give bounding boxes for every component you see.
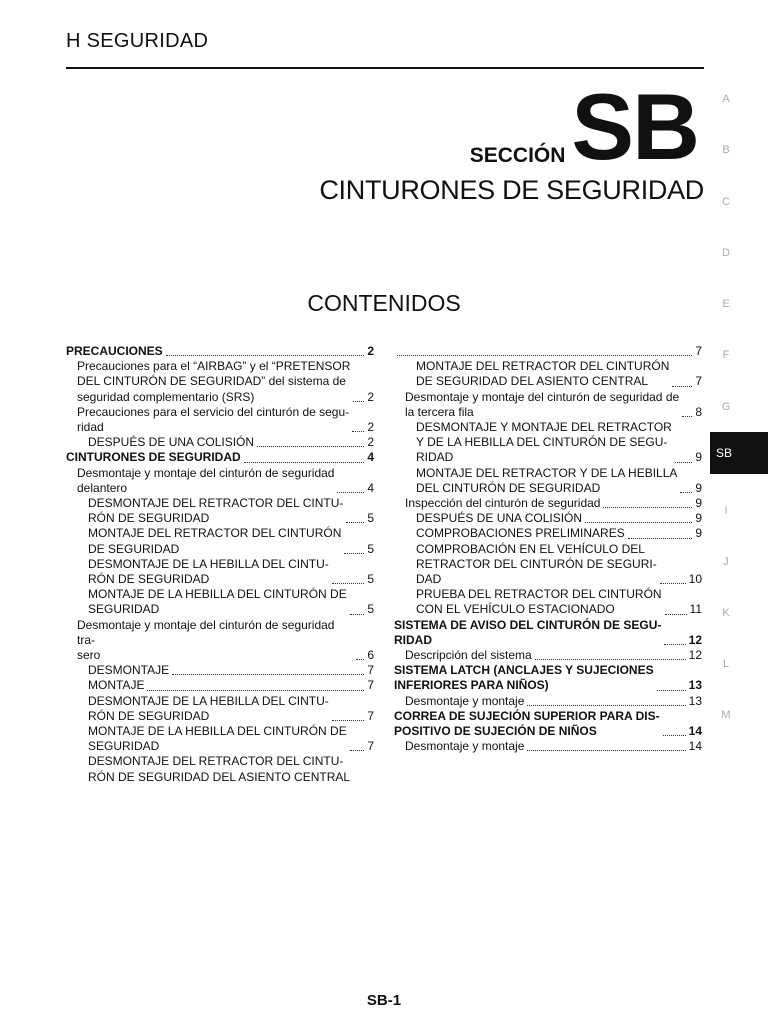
toc-leader-dots: [350, 614, 365, 615]
toc-leader-dots: [603, 507, 692, 508]
toc-leader-dots: [350, 750, 365, 751]
toc-entry-page: 7: [367, 739, 374, 754]
toc-entry-text: MONTAJE DE LA HEBILLA DEL CINTURÓN DE SEGURIDAD: [88, 587, 347, 617]
toc-entry[interactable]: [394, 694, 702, 709]
page-header: H SEGURIDAD: [66, 30, 209, 52]
toc-entry-text: DESMONTAJE DEL RETRACTOR DEL CINTU- RÓN DE SEGURIDAD: [88, 496, 344, 526]
toc-entry-page: 13: [688, 693, 702, 708]
toc-leader-dots: [332, 720, 365, 721]
toc-entry-text: Desmontaje y montaje del cinturón de seguridad tra- sero: [77, 617, 335, 663]
toc-entry[interactable]: [394, 663, 702, 693]
toc-leader-dots: [663, 735, 686, 736]
toc-entry-text: Desmontaje y montaje: [405, 739, 525, 754]
toc-entry-text: CORREA DE SUJECIÓN SUPERIOR PARA DIS- POSITIVO DE SUJECIÓN DE NIÑOS: [394, 708, 660, 739]
toc-leader-dots: [628, 538, 693, 539]
toc-entry[interactable]: [66, 754, 374, 784]
toc-entry-text: Desmontaje y montaje: [405, 693, 525, 708]
toc-entry-page: 7: [367, 678, 374, 693]
toc-entry-page: 2: [367, 420, 374, 435]
toc-leader-dots: [680, 492, 692, 493]
toc-entry[interactable]: [66, 405, 374, 435]
toc-entry[interactable]: [394, 390, 702, 420]
header-rule: [66, 67, 704, 69]
toc-entry[interactable]: [394, 618, 702, 648]
toc-entry[interactable]: [394, 526, 702, 541]
section-code: SB: [571, 74, 698, 179]
side-index-letter[interactable]: J: [723, 556, 729, 568]
toc-leader-dots: [166, 355, 365, 356]
toc-entry[interactable]: [394, 542, 702, 588]
toc-entry-text: MONTAJE DEL RETRACTOR DEL CINTURÓN DE SEGURIDAD DEL ASIENTO CENTRAL: [416, 359, 670, 389]
side-index-letter[interactable]: B: [722, 144, 730, 156]
toc-entry[interactable]: [394, 709, 702, 739]
section-word: SECCIÓN: [469, 144, 566, 167]
toc-entry-text: DESMONTAJE: [88, 663, 170, 678]
toc-leader-dots: [352, 431, 364, 432]
toc-entry[interactable]: [394, 648, 702, 663]
toc-leader-dots: [257, 446, 364, 447]
toc-entry-page: 7: [367, 708, 374, 723]
side-index-letter[interactable]: D: [722, 247, 730, 259]
toc-entry[interactable]: [66, 344, 374, 359]
page-number: SB-1: [366, 992, 402, 1009]
toc-entry-text: COMPROBACIONES PRELIMINARES: [416, 526, 625, 541]
toc-entry[interactable]: [394, 420, 702, 466]
toc-entry[interactable]: [66, 663, 374, 678]
toc-entry-page: 4: [367, 450, 374, 465]
toc-entry-text: DESMONTAJE DEL RETRACTOR DEL CINTU- RÓN DE SEGURIDAD DEL ASIENTO CENTRAL: [88, 754, 351, 784]
toc-entry[interactable]: [66, 587, 374, 617]
toc-entry-text: CINTURONES DE SEGURIDAD: [66, 450, 241, 465]
toc-leader-dots: [344, 553, 364, 554]
toc-leader-dots: [682, 416, 692, 417]
toc-entry-page: 7: [695, 344, 702, 358]
side-index-letter[interactable]: G: [721, 401, 731, 413]
toc-entry-page: 14: [688, 739, 702, 754]
side-index-letter[interactable]: F: [722, 349, 730, 361]
toc-entry-page: 7: [367, 663, 374, 678]
toc-entry-text: MONTAJE DEL RETRACTOR Y DE LA HEBILLA DEL CINTURÓN DE SEGURIDAD: [416, 465, 678, 495]
side-index-letter[interactable]: A: [722, 93, 730, 105]
toc-entry-text: DESMONTAJE DE LA HEBILLA DEL CINTU- RÓN DE SEGURIDAD: [88, 556, 329, 587]
toc-entry-page: 4: [367, 480, 374, 495]
toc-entry-page: 11: [689, 602, 702, 617]
toc-entry[interactable]: [66, 359, 374, 405]
toc-entry-text: MONTAJE DEL RETRACTOR DEL CINTURÓN DE SEGURIDAD: [88, 526, 342, 556]
side-index-letter[interactable]: I: [724, 505, 728, 517]
side-index-letter[interactable]: K: [722, 607, 730, 619]
toc-entry-text: Inspección del cinturón de seguridad: [405, 496, 601, 511]
contents-heading: CONTENIDOS: [307, 290, 461, 316]
toc-leader-dots: [527, 750, 685, 751]
toc-leader-dots: [172, 674, 364, 675]
side-index-active-tab[interactable]: SB: [710, 432, 768, 474]
toc-entry-page: 8: [695, 404, 702, 419]
toc-leader-dots: [147, 690, 364, 691]
toc-leader-dots: [672, 386, 692, 387]
toc-leader-dots: [675, 462, 692, 463]
toc-entry-text: Precauciones para el “AIRBAG” y el “PRETENSOR DEL CINTURÓN DE SEGURIDAD” del sistema de seguridad complementario (SRS): [77, 359, 351, 404]
toc-leader-dots: [665, 614, 687, 615]
toc-entry[interactable]: [394, 359, 702, 389]
toc-entry-page: 9: [695, 480, 702, 495]
toc-entry[interactable]: [66, 435, 374, 450]
toc-entry-page: 5: [367, 602, 374, 617]
toc-entry[interactable]: [66, 678, 374, 693]
toc-entry[interactable]: [66, 526, 374, 556]
toc-leader-dots: [356, 659, 364, 660]
toc-entry-page: 2: [367, 344, 374, 358]
toc-entry-text: DESMONTAJE Y MONTAJE DEL RETRACTOR Y DE LA HEBILLA DEL CINTURÓN DE SEGU- RIDAD: [416, 420, 672, 465]
toc-entry[interactable]: [394, 496, 702, 511]
toc-entry[interactable]: [66, 618, 374, 664]
section-heading: [469, 74, 698, 179]
toc-entry[interactable]: [66, 694, 374, 724]
toc-entry-page: 7: [695, 374, 702, 389]
toc-leader-dots: [244, 462, 365, 463]
toc-leader-dots: [332, 583, 365, 584]
toc-leader-dots: [337, 492, 364, 493]
toc-entry-text: MONTAJE: [88, 678, 145, 693]
toc-entry[interactable]: [394, 466, 702, 496]
toc-leader-dots: [353, 401, 364, 402]
toc-entry[interactable]: [66, 557, 374, 587]
toc-entry-text: DESPUÉS DE UNA COLISIÓN: [416, 511, 583, 526]
toc-leader-dots: [664, 644, 685, 645]
toc-entry[interactable]: [66, 496, 374, 526]
toc-entry[interactable]: [394, 344, 702, 359]
toc-entry[interactable]: [66, 466, 374, 496]
toc-entry[interactable]: [394, 587, 702, 617]
toc-leader-dots: [585, 522, 692, 523]
toc-entry-page: 5: [367, 572, 374, 587]
toc-left-column: [66, 344, 374, 785]
toc-leader-dots: [657, 690, 686, 691]
toc-entry[interactable]: [394, 739, 702, 754]
toc-entry[interactable]: [394, 511, 702, 526]
toc-entry[interactable]: [66, 450, 374, 465]
toc-leader-dots: [660, 583, 686, 584]
toc-entry-text: PRUEBA DEL RETRACTOR DEL CINTURÓN CON EL VEHÍCULO ESTACIONADO: [416, 587, 662, 617]
toc-entry-page: 13: [688, 678, 702, 693]
side-index-letter[interactable]: E: [722, 298, 730, 310]
toc-right-column: [394, 344, 702, 754]
toc-entry-text: DESPUÉS DE UNA COLISIÓN: [88, 435, 255, 450]
toc-entry-page: 9: [695, 496, 702, 511]
side-index-letter[interactable]: C: [722, 196, 730, 208]
toc-entry-page: 9: [695, 526, 702, 541]
side-index-letter[interactable]: L: [722, 658, 730, 670]
toc-entry-page: 5: [367, 511, 374, 526]
toc-entry-page: 12: [688, 648, 702, 663]
toc-entry[interactable]: [66, 724, 374, 754]
toc-leader-dots: [527, 705, 685, 706]
toc-entry-page: 6: [367, 648, 374, 663]
toc-entry-text: MONTAJE DE LA HEBILLA DEL CINTURÓN DE SEGURIDAD: [88, 724, 347, 754]
toc-entry-text: DESMONTAJE DE LA HEBILLA DEL CINTU- RÓN DE SEGURIDAD: [88, 693, 329, 723]
toc-entry-text: SISTEMA LATCH (ANCLAJES Y SUJECIONES INFERIORES PARA NIÑOS): [394, 663, 654, 693]
toc-entry-text: Precauciones para el servicio del cinturón de segu- ridad: [77, 404, 350, 435]
toc-entry-text: SISTEMA DE AVISO DEL CINTURÓN DE SEGU- RIDAD: [394, 617, 662, 647]
toc-entry-page: 12: [688, 632, 702, 647]
toc-entry-text: Desmontaje y montaje del cinturón de seguridad de la tercera fila: [405, 389, 680, 419]
toc-entry-page: 9: [695, 511, 702, 526]
toc-entry-page: 2: [367, 389, 374, 404]
toc-entry-page: 9: [695, 450, 702, 465]
toc-entry-page: 5: [367, 541, 374, 556]
toc-entry-text: Desmontaje y montaje del cinturón de seguridad delantero: [77, 465, 335, 495]
toc-entry-text: Descripción del sistema: [405, 648, 532, 663]
toc-entry-page: 10: [688, 572, 702, 587]
toc-entry-text: PRECAUCIONES: [66, 344, 163, 358]
toc-entry-page: 14: [688, 724, 702, 739]
toc-entry-text: COMPROBACIÓN EN EL VEHÍCULO DEL RETRACTOR DEL CINTURÓN DE SEGURI- DAD: [416, 541, 657, 587]
toc-leader-dots: [397, 355, 692, 356]
toc-leader-dots: [346, 522, 364, 523]
side-index-letter[interactable]: M: [721, 709, 731, 721]
toc-entry-page: 2: [367, 435, 374, 450]
toc-leader-dots: [535, 659, 686, 660]
section-title: CINTURONES DE SEGURIDAD: [319, 175, 704, 205]
